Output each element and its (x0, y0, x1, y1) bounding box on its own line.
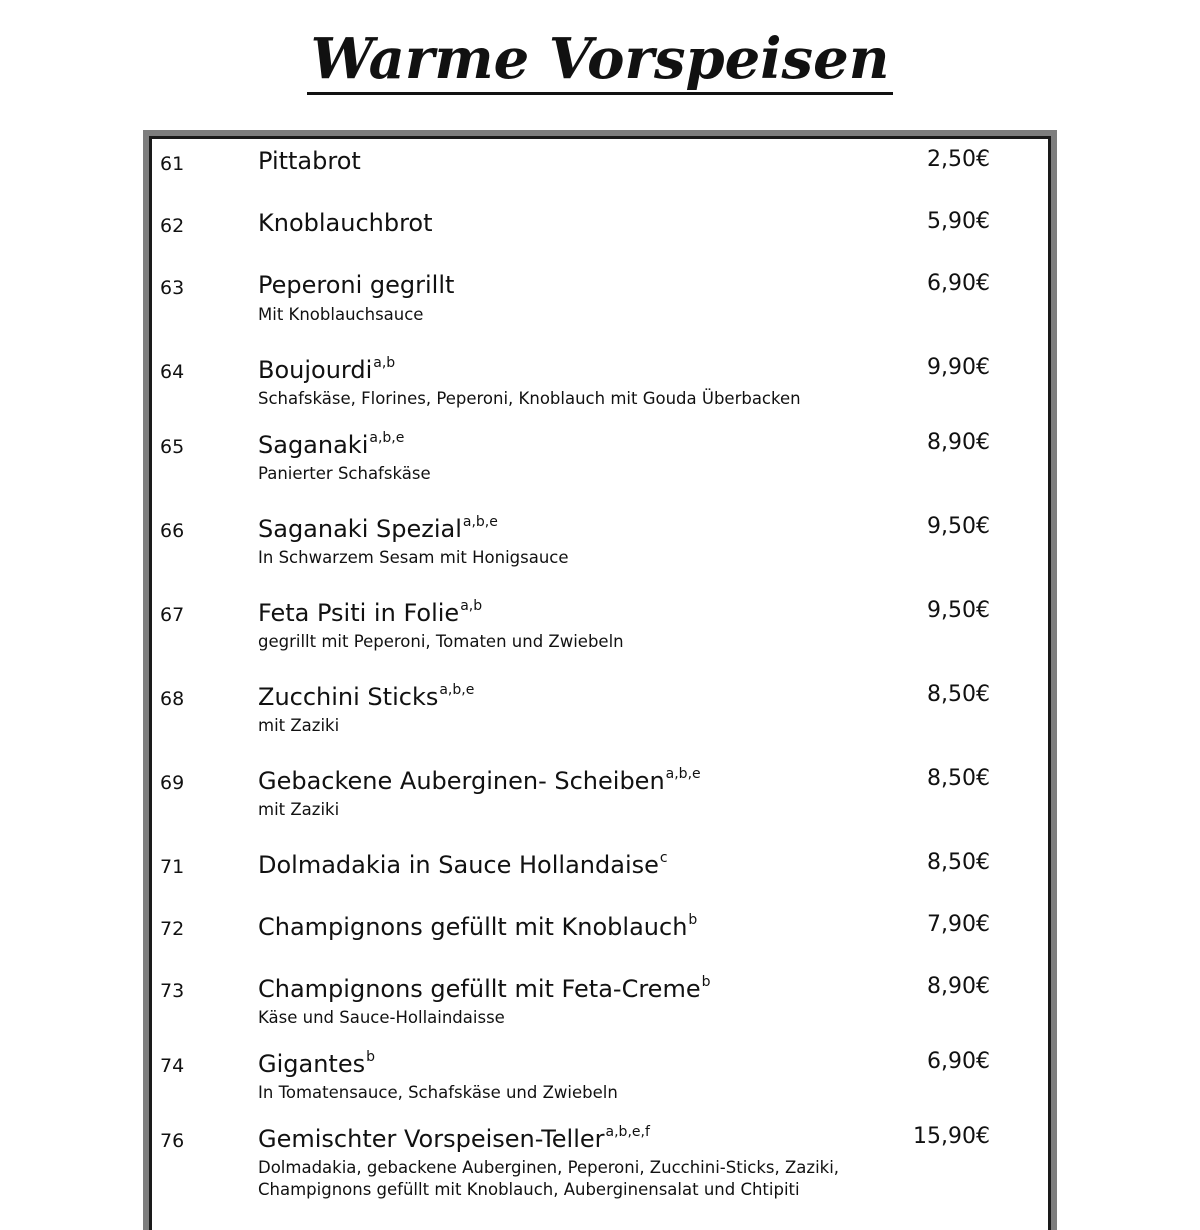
allergen-codes: b (366, 1049, 375, 1065)
item-number: 74 (160, 1055, 185, 1077)
item-price: 8,90€ (927, 430, 990, 455)
item-price: 9,50€ (927, 598, 990, 623)
allergen-codes: c (659, 850, 668, 866)
item-name (258, 912, 697, 941)
item-name (258, 850, 668, 879)
item-name-text: Peperoni gegrillt (258, 271, 455, 299)
item-name (258, 271, 454, 299)
item-description: Mit Knoblauchsauce (258, 305, 424, 324)
item-price: 5,90€ (927, 209, 990, 234)
item-price: 15,90€ (913, 1124, 990, 1149)
item-number: 62 (160, 215, 185, 237)
item-description: Panierter Schafskäse (258, 464, 431, 483)
item-name-text: Knoblauchbrot (258, 209, 433, 237)
allergen-codes: a,b,e (462, 514, 498, 530)
allergen-codes: a,b (373, 355, 396, 371)
item-name-text: Gemischter Vorspeisen-Teller (258, 1125, 605, 1153)
item-name-text: Dolmadakia in Sauce Hollandaise (258, 851, 659, 879)
allergen-codes: a,b,e (369, 430, 405, 446)
item-price: 8,50€ (927, 850, 990, 875)
item-name-text: Saganaki (258, 431, 369, 459)
item-description: In Tomatensauce, Schafskäse und Zwiebeln (258, 1083, 618, 1102)
item-number: 67 (160, 604, 185, 626)
item-name-text: Feta Psiti in Folie (258, 599, 460, 627)
item-name (258, 514, 498, 543)
item-price: 8,90€ (927, 974, 990, 999)
item-description-line2: Champignons gefüllt mit Knoblauch, Auberginensalat und Chtipiti (258, 1180, 800, 1199)
item-number: 71 (160, 856, 185, 878)
item-price: 9,90€ (927, 355, 990, 380)
item-price: 6,90€ (927, 271, 990, 296)
item-number: 61 (160, 153, 185, 175)
page-title (0, 28, 1200, 95)
item-price: 7,90€ (927, 912, 990, 937)
page-title-text: Warme Vorspeisen (307, 28, 894, 95)
allergen-codes: a,b,e (439, 682, 475, 698)
item-description: gegrillt mit Peperoni, Tomaten und Zwiebeln (258, 632, 624, 651)
item-number: 76 (160, 1130, 185, 1152)
item-name (258, 766, 701, 795)
menu-frame (143, 130, 1057, 1230)
item-name-text: Gebackene Auberginen- Scheiben (258, 767, 665, 795)
item-description: mit Zaziki (258, 800, 340, 819)
item-name (258, 598, 482, 627)
item-price: 8,50€ (927, 766, 990, 791)
item-price: 2,50€ (927, 147, 990, 172)
item-description: Schafskäse, Florines, Peperoni, Knoblauch mit Gouda Überbacken (258, 389, 801, 408)
item-name (258, 147, 361, 175)
item-description: mit Zaziki (258, 716, 340, 735)
item-price: 8,50€ (927, 682, 990, 707)
allergen-codes: b (688, 912, 698, 928)
item-number: 73 (160, 980, 185, 1002)
item-name (258, 1049, 375, 1078)
allergen-codes: b (701, 974, 711, 990)
allergen-codes: a,b (460, 598, 483, 614)
item-name (258, 682, 474, 711)
item-name (258, 974, 710, 1003)
item-name (258, 355, 395, 384)
item-number: 69 (160, 772, 185, 794)
item-number: 65 (160, 436, 185, 458)
allergen-codes: a,b,e,f (605, 1124, 650, 1140)
item-number: 66 (160, 520, 185, 542)
item-description: Käse und Sauce-Hollaindaisse (258, 1008, 505, 1027)
item-name-text: Pittabrot (258, 147, 361, 175)
item-name (258, 209, 433, 237)
item-number: 72 (160, 918, 185, 940)
item-number: 68 (160, 688, 185, 710)
item-name-text: Saganaki Spezial (258, 515, 462, 543)
item-price: 6,90€ (927, 1049, 990, 1074)
item-name-text: Boujourdi (258, 356, 373, 384)
item-number: 64 (160, 361, 185, 383)
allergen-codes: a,b,e (665, 766, 701, 782)
item-name (258, 430, 404, 459)
item-number: 63 (160, 277, 185, 299)
item-name (258, 1124, 650, 1153)
item-description: Dolmadakia, gebackene Auberginen, Peperoni, Zucchini-Sticks, Zaziki, (258, 1158, 840, 1177)
menu-list (149, 136, 1051, 1230)
item-name-text: Zucchini Sticks (258, 683, 439, 711)
item-price: 9,50€ (927, 514, 990, 539)
item-name-text: Champignons gefüllt mit Feta-Creme (258, 975, 701, 1003)
item-description: In Schwarzem Sesam mit Honigsauce (258, 548, 569, 567)
item-name-text: Gigantes (258, 1050, 366, 1078)
item-name-text: Champignons gefüllt mit Knoblauch (258, 913, 688, 941)
